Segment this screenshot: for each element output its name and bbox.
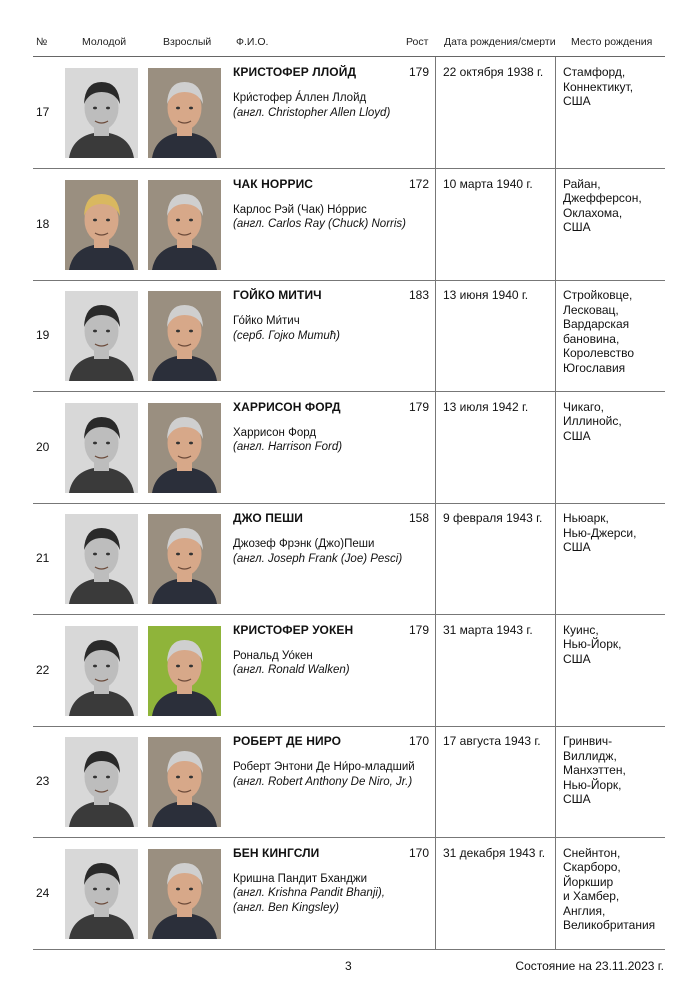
actor-full-name bbox=[233, 760, 433, 789]
actor-name: ЧАК НОРРИС bbox=[233, 176, 314, 191]
adult-photo bbox=[148, 403, 221, 493]
actor-height: 170 bbox=[408, 845, 429, 860]
birth-date: 31 декабря 1943 г. bbox=[443, 845, 546, 860]
header-fio: Ф.И.О. bbox=[236, 36, 269, 48]
birth-date: 13 июня 1940 г. bbox=[443, 288, 529, 302]
actor-name: ГОЙКО МИТИЧ bbox=[233, 288, 322, 302]
actor-height: 172 bbox=[408, 176, 429, 191]
birth-date: 10 марта 1940 г. bbox=[443, 176, 533, 191]
header-adult: Взрослый bbox=[163, 36, 212, 48]
header-num: № bbox=[36, 36, 48, 48]
actor-full-name bbox=[233, 314, 433, 343]
birth-date: 22 октября 1938 г. bbox=[443, 65, 544, 79]
table-row bbox=[33, 169, 665, 281]
actor-full-name bbox=[233, 872, 433, 916]
full-name-text: Кришна Пандит Бханджи bbox=[233, 872, 368, 885]
full-name-text: Джозеф Фрэнк (Джо)Пеши bbox=[233, 538, 375, 550]
adult-photo bbox=[148, 291, 221, 381]
adult-photo bbox=[148, 737, 221, 827]
row-number: 19 bbox=[36, 328, 50, 342]
young-photo bbox=[65, 180, 138, 270]
actor-height: 158 bbox=[408, 511, 429, 525]
actor-full-name bbox=[233, 426, 433, 455]
original-name: (серб. Гојко Митић) bbox=[233, 329, 340, 342]
birth-place: Стройковце, Лесковац, Вардарская бановина, Королевство Югославия bbox=[563, 288, 635, 375]
column-divider bbox=[555, 280, 556, 391]
row-number: 17 bbox=[36, 105, 50, 119]
full-name-text: Рональд Уо́кен bbox=[233, 649, 313, 662]
row-number: 24 bbox=[36, 885, 50, 900]
birth-date: 9 февраля 1943 г. bbox=[443, 511, 543, 525]
column-divider bbox=[435, 280, 436, 391]
column-divider bbox=[555, 838, 556, 949]
young-photo bbox=[65, 626, 138, 716]
column-divider bbox=[435, 57, 436, 168]
column-divider bbox=[555, 615, 556, 726]
actor-height: 179 bbox=[408, 399, 429, 414]
table-row bbox=[33, 57, 665, 169]
adult-photo bbox=[148, 68, 221, 158]
column-divider bbox=[435, 503, 436, 614]
full-name-text: Харрисон Форд bbox=[233, 426, 317, 439]
column-divider bbox=[435, 726, 436, 837]
table-row bbox=[33, 726, 665, 838]
header-young: Молодой bbox=[82, 36, 127, 48]
birth-place: Снейнтон, Скарборо, Йоркшир и Хамбер, Англия, Великобритания bbox=[563, 845, 656, 933]
young-photo bbox=[65, 291, 138, 381]
original-name: (англ. Harrison Ford) bbox=[233, 441, 343, 453]
full-name-text: Кри́стофер А́ллен Ллойд bbox=[233, 92, 367, 104]
adult-photo bbox=[148, 849, 221, 939]
original-name: (англ. Joseph Frank (Joe) Pesci) bbox=[233, 552, 403, 565]
birth-date: 13 июля 1942 г. bbox=[443, 399, 529, 414]
row-number: 23 bbox=[36, 774, 50, 788]
birth-place: Гринвич- Виллидж, Манхэттен, Нью-Йорк, США bbox=[563, 734, 626, 807]
actor-name: БЕН КИНГСЛИ bbox=[233, 845, 320, 860]
row-number: 20 bbox=[36, 439, 50, 454]
young-photo bbox=[65, 68, 138, 158]
column-divider bbox=[555, 169, 556, 280]
birth-place: Куинс, Нью-Йорк, США bbox=[563, 622, 622, 666]
header-dates: Дата рождения/смерти bbox=[444, 36, 556, 48]
actor-full-name bbox=[233, 203, 433, 232]
adult-photo bbox=[148, 180, 221, 270]
actor-name: КРИСТОФЕР ЛЛОЙД bbox=[233, 65, 357, 79]
table-row bbox=[33, 392, 665, 504]
column-divider bbox=[555, 392, 556, 503]
actor-name: ХАРРИСОН ФОРД bbox=[233, 399, 341, 414]
full-name-text: Го́йко Ми́тич bbox=[233, 315, 300, 327]
original-name: (англ. Krishna Pandit Bhanji), bbox=[233, 887, 385, 899]
column-divider bbox=[435, 838, 436, 949]
birth-place: Стамфорд, Коннектикут, США bbox=[563, 65, 634, 109]
original-name: (англ. Christopher Allen Lloyd) bbox=[233, 106, 391, 119]
actor-height: 183 bbox=[408, 288, 429, 302]
birth-place: Райан, Джефферсон, Оклахома, США bbox=[563, 176, 642, 235]
birth-date: 17 августа 1943 г. bbox=[443, 734, 541, 748]
table-row bbox=[33, 838, 665, 950]
header-height: Рост bbox=[406, 36, 429, 48]
actor-height: 179 bbox=[408, 65, 429, 79]
original-name: (англ. Ronald Walken) bbox=[233, 664, 350, 676]
original-name: (англ. Robert Anthony De Niro, Jr.) bbox=[233, 775, 413, 788]
row-number: 21 bbox=[36, 551, 50, 565]
actor-name: РОБЕРТ ДЕ НИРО bbox=[233, 734, 342, 748]
actor-full-name bbox=[233, 91, 433, 120]
column-divider bbox=[435, 615, 436, 726]
page-number: 3 bbox=[345, 959, 352, 973]
adult-photo bbox=[148, 514, 221, 604]
actor-full-name bbox=[233, 649, 433, 678]
status-date: Состояние на 23.11.2023 г. bbox=[515, 959, 664, 973]
birth-place: Ньюарк, Нью-Джерси, США bbox=[563, 511, 637, 555]
table-row bbox=[33, 503, 665, 615]
column-divider bbox=[435, 169, 436, 280]
actor-name: КРИСТОФЕР УОКЕН bbox=[233, 622, 354, 637]
table-row bbox=[33, 280, 665, 392]
header-birthplace: Место рождения bbox=[571, 36, 653, 48]
full-name-text: Карлос Рэй (Чак) Но́ррис bbox=[233, 203, 367, 216]
full-name-text: Роберт Энтони Де Ни́ро-младший bbox=[233, 761, 415, 773]
row-number: 18 bbox=[36, 216, 50, 231]
original-name-alt: (англ. Ben Kingsley) bbox=[233, 901, 339, 914]
actor-height: 170 bbox=[408, 734, 429, 748]
column-divider bbox=[555, 726, 556, 837]
young-photo bbox=[65, 514, 138, 604]
birth-date: 31 марта 1943 г. bbox=[443, 622, 533, 637]
original-name: (англ. Carlos Ray (Chuck) Norris) bbox=[233, 218, 406, 230]
adult-photo bbox=[148, 626, 221, 716]
column-divider bbox=[555, 57, 556, 168]
young-photo bbox=[65, 849, 138, 939]
table-row bbox=[33, 615, 665, 727]
actor-full-name bbox=[233, 537, 433, 566]
young-photo bbox=[65, 737, 138, 827]
birth-place: Чикаго, Иллинойс, США bbox=[563, 399, 622, 443]
actor-height: 179 bbox=[408, 622, 429, 637]
column-divider bbox=[555, 503, 556, 614]
young-photo bbox=[65, 403, 138, 493]
column-divider bbox=[435, 392, 436, 503]
actor-name: ДЖО ПЕШИ bbox=[233, 511, 304, 525]
row-number: 22 bbox=[36, 662, 50, 677]
